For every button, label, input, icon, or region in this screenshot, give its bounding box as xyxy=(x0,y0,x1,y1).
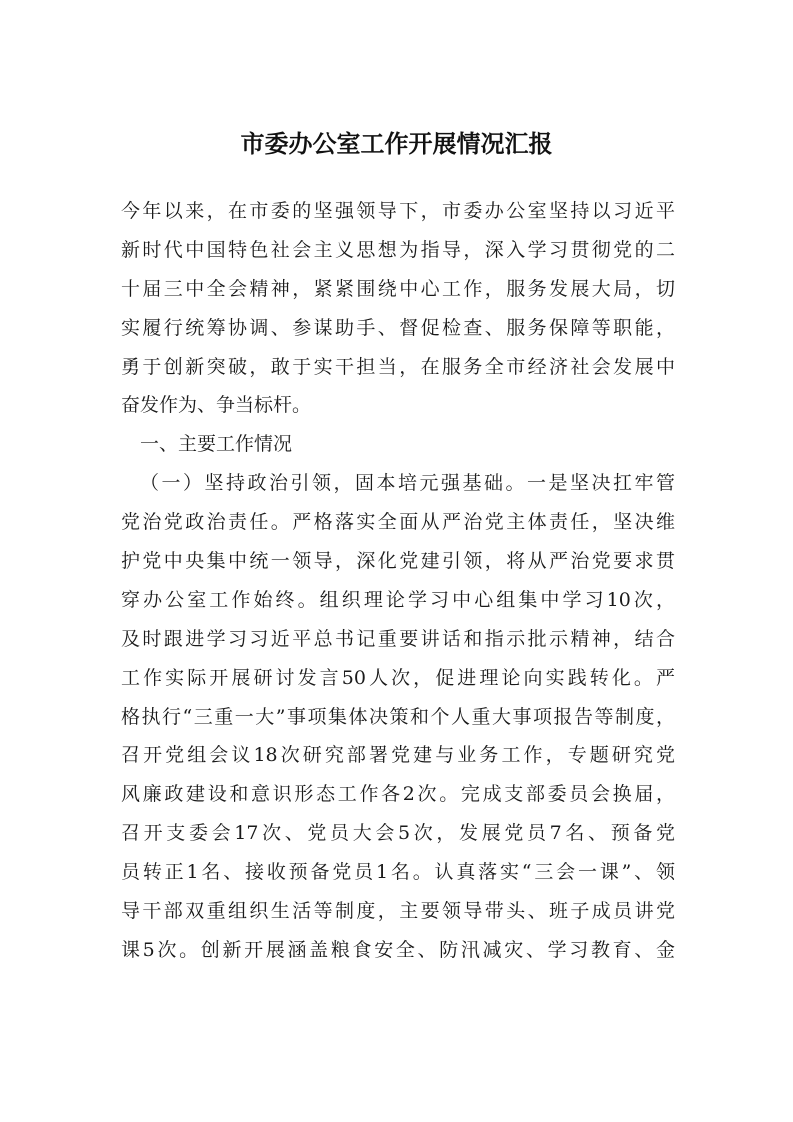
paragraph-line: 奋发作为、争当标杆。 xyxy=(121,394,312,417)
paragraph-line: 及时跟进学习习近平总书记重要讲话和指示批示精神，结合 xyxy=(121,627,675,650)
paragraph-line: 风廉政建设和意识形态工作各2次。完成支部委员会换届， xyxy=(121,783,675,806)
paragraph-line: 今年以来，在市委的坚强领导下，市委办公室坚持以习近平 xyxy=(121,200,675,222)
paragraph-line: 导干部双重组织生活等制度，主要领导带头、班子成员讲党 xyxy=(121,900,675,923)
page-title: 市委办公室工作开展情况汇报 xyxy=(240,129,553,158)
paragraph-line: 召开支委会17次、党员大会5次，发展党员7名、预备党 xyxy=(121,822,675,845)
paragraph-line: 穿办公室工作始终。组织理论学习中心组集中学习10次， xyxy=(121,588,675,611)
document-body xyxy=(121,192,675,970)
paragraph-line: 新时代中国特色社会主义思想为指导，深入学习贯彻党的二 xyxy=(121,238,675,261)
section-heading: 一、主要工作情况 xyxy=(140,433,293,456)
paragraph-line: 党治党政治责任。严格落实全面从严治党主体责任，坚决维 xyxy=(121,511,675,534)
paragraph-line: 勇于创新突破，敢于实干担当，在服务全市经济社会发展中 xyxy=(121,355,675,378)
paragraph-line: 格执行“三重一大”事项集体决策和个人重大事项报告等制度， xyxy=(121,705,675,728)
paragraph-line: 工作实际开展研讨发言50人次，促进理论向实践转化。严 xyxy=(121,666,675,689)
paragraph-line: 护党中央集中统一领导，深化党建引领，将从严治党要求贯 xyxy=(121,550,675,573)
subsection-heading-line: （一）坚持政治引领，固本培元强基础。一是坚决扛牢管 xyxy=(140,472,675,495)
paragraph-line: 课5次。创新开展涵盖粮食安全、防汛减灾、学习教育、金 xyxy=(121,938,675,961)
paragraph-line: 实履行统筹协调、参谋助手、督促检查、服务保障等职能， xyxy=(121,316,675,339)
paragraph-line: 员转正1名、接收预备党员1名。认真落实“三会一课”、领 xyxy=(121,861,675,884)
paragraph-line: 召开党组会议18次研究部署党建与业务工作，专题研究党 xyxy=(121,744,675,767)
paragraph-line: 十届三中全会精神，紧紧围绕中心工作，服务发展大局，切 xyxy=(121,277,675,300)
